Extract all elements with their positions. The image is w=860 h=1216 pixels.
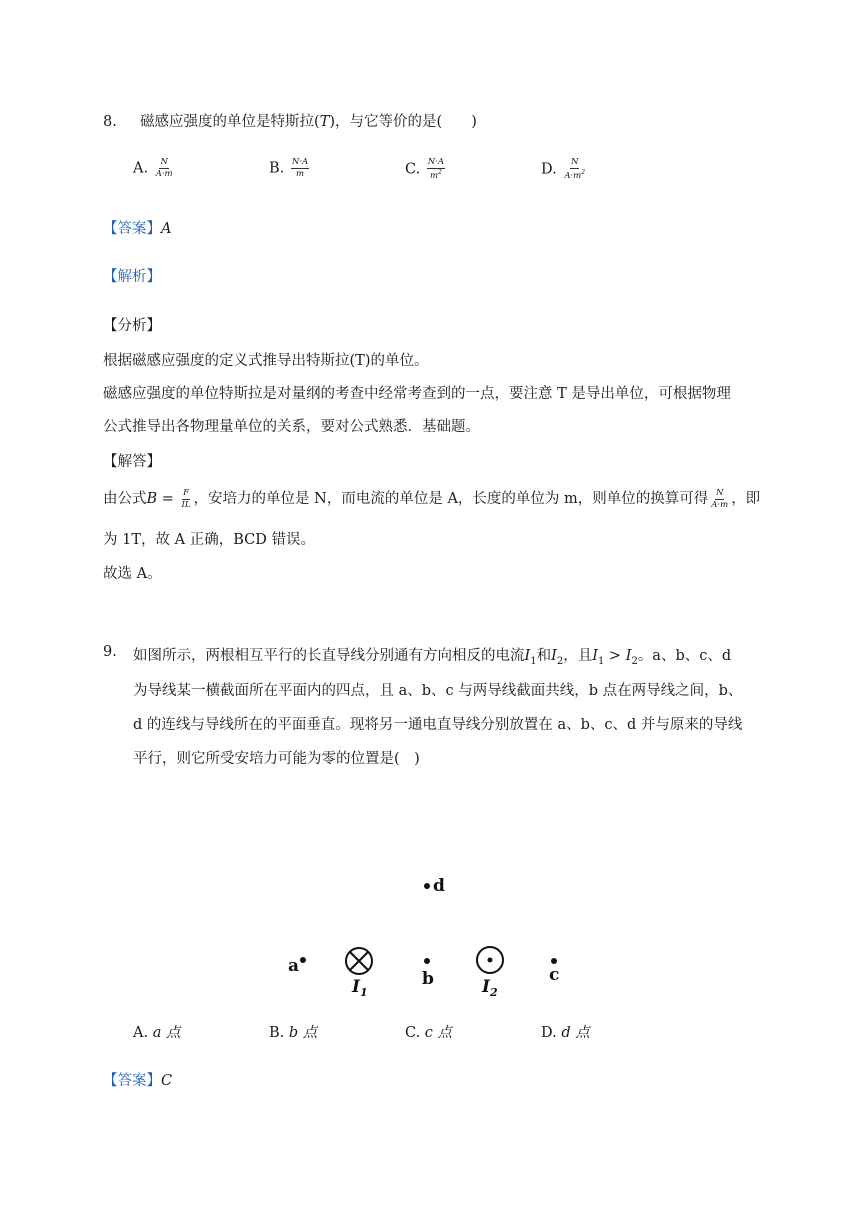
q8-fenxi-line2: 磁感应强度的单位特斯拉是对量纲的考查中经常考查到的一点，要注意 T 是导出单位，可根据物理 — [103, 386, 731, 402]
point-a-dot — [300, 957, 306, 963]
q9-figure — [0, 860, 860, 1000]
q9-option-c-text: c 点 — [424, 1025, 453, 1041]
q8-option-a-den: A·m — [155, 168, 173, 179]
q8-option-d — [541, 158, 588, 181]
wire-i1-cross-icon — [346, 948, 372, 974]
label-i2: $I_2$ — [482, 977, 498, 999]
q8-option-c — [405, 158, 447, 181]
q9-line3: d 的连线与导线所在的平面垂直。现将另一通电直导线分别放置在 a、b、c、d 并与原来的导线 — [133, 717, 743, 733]
q9-option-a: A. a 点 — [133, 1025, 181, 1041]
q9-answer — [103, 1069, 172, 1090]
q8-jieda-line2: 为 1T，故 A 正确，BCD 错误。 — [103, 532, 315, 548]
label-i1: $I_1$ — [352, 977, 368, 999]
q8-option-c-num: N·A — [427, 157, 445, 167]
q8-option-d-label: D. — [541, 161, 557, 178]
q8-fenxi-tag: 【分析】 — [103, 318, 161, 334]
point-c-label: c — [549, 965, 560, 985]
q9-line4: 平行，则它所受安培力可能为零的位置是( ) — [133, 751, 420, 767]
q8-jieda-line3: 故选 A。 — [103, 566, 162, 582]
q8-option-c-label: C. — [405, 161, 421, 178]
q9-line2: 为导线某一横截面所在平面内的四点，且 a、b、c 与两导线截面共线，b 点在两导线之间，b、 — [133, 683, 743, 699]
q8-option-d-fraction — [563, 158, 586, 181]
q8-option-d-num: N — [570, 157, 579, 167]
q8-formula-fraction: $\frac{F}{IL}$ — [181, 487, 191, 510]
q8-fenxi-line1: 根据磁感应强度的定义式推导出特斯拉(T)的单位。 — [103, 353, 429, 369]
q9-number: 9. — [103, 644, 117, 660]
q8-answer-tag: 【答案】 — [103, 221, 161, 237]
q8-number: 8. — [103, 114, 117, 130]
q8-option-b-num: N·A — [291, 157, 309, 167]
q8-formula-b: B = — [146, 491, 174, 507]
q8-option-a — [133, 158, 176, 179]
q8-stem-prefix: 磁感应强度的单位是特斯拉( — [140, 114, 320, 130]
q8-option-b-den: m — [295, 168, 305, 179]
point-b-dot — [424, 958, 430, 964]
q8-option-b-fraction — [291, 158, 309, 179]
q8-option-a-fraction — [155, 158, 174, 179]
q9-answer-value: C — [161, 1073, 173, 1089]
q8-option-b — [269, 158, 311, 179]
q8-option-a-label: A. — [133, 160, 149, 177]
point-a-label: a — [288, 956, 300, 976]
point-d-dot — [424, 883, 430, 889]
q9-answer-tag: 【答案】 — [103, 1073, 161, 1089]
q8-fenxi-line3: 公式推导出各物理量单位的关系，要对公式熟悉．基础题。 — [103, 419, 480, 435]
q9-option-d: D. d 点 — [541, 1025, 590, 1041]
q8-analysis-tag: 【解析】 — [103, 269, 161, 285]
q9-option-b: B. b 点 — [269, 1025, 318, 1041]
q8-option-b-label: B. — [269, 160, 285, 177]
q8-answer-value: A — [161, 221, 172, 237]
q8-stem — [103, 110, 477, 131]
q9-option-a-text: a 点 — [152, 1025, 181, 1041]
q8-option-c-fraction — [427, 158, 445, 181]
q8-option-c-den: $m^2$ — [429, 168, 442, 181]
q8-option-d-den: $A\cdot m^2$ — [564, 168, 586, 181]
q8-jieda-tag: 【解答】 — [103, 454, 161, 470]
q9-option-d-text: d 点 — [561, 1025, 590, 1041]
q8-answer — [103, 217, 171, 238]
q8-option-a-num: N — [160, 157, 168, 167]
q8-stem-suffix: )，与它等价的是( ) — [329, 114, 477, 130]
wire-i2-dot-icon — [477, 947, 503, 973]
point-d-label: d — [433, 876, 445, 896]
point-c-dot — [551, 958, 557, 964]
q8-unit-fraction: $\frac{N}{A\cdot m}$ — [711, 487, 729, 510]
q9-option-b-text: b 点 — [288, 1025, 318, 1041]
q8-jieda-line1: 由公式B = $\frac{F}{IL}$ ，安培力的单位是 N，而电流的单位是 A，长度的单位为 m，则单位的换算可得 $\frac{N}{A\cdot m}$ ，即 — [103, 487, 761, 510]
q9-option-c: C. c 点 — [405, 1025, 453, 1041]
q9-line1: 如图所示，两根相互平行的长直导线分别通有方向相反的电流$I_1$和$I_2$，且$I_1 > I_2$。a、b、c、d — [133, 648, 732, 667]
q8-stem-t: T — [319, 114, 330, 130]
point-b-label: b — [422, 969, 434, 989]
